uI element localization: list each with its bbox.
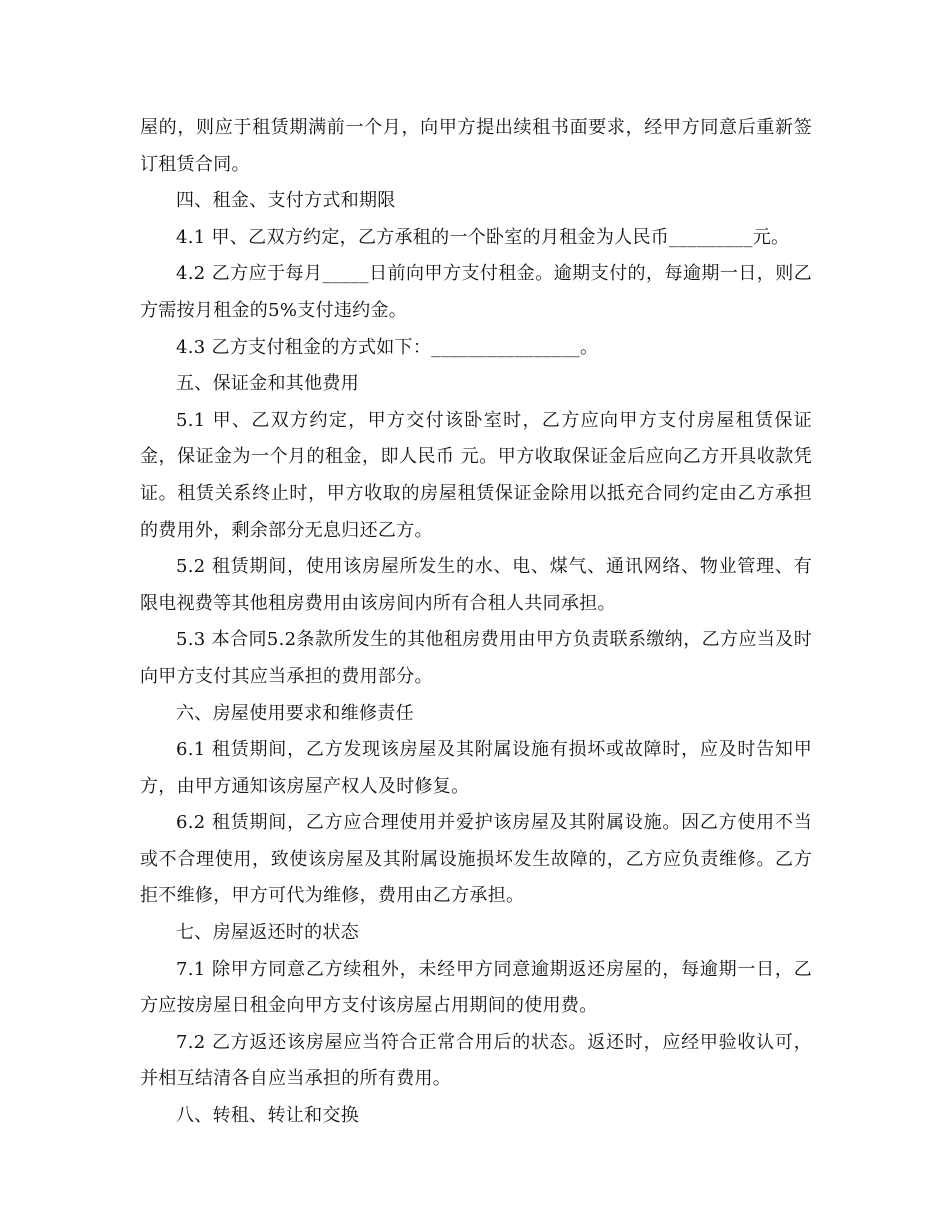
section-heading-6: 六、房屋使用要求和维修责任 xyxy=(176,702,414,724)
clause-5-2: 5.2 租赁期间，使用该房屋所发生的水、电、煤气、通讯网络、物业管理、有限电视费等其他租房费用由该房间内所有合租人共同承担。 xyxy=(140,556,812,614)
paragraph-renewal: 屋的，则应于租赁期满前一个月，向甲方提出续租书面要求，经甲方同意后重新签订租赁合同。 xyxy=(140,117,812,175)
clause-6-2: 6.2 租赁期间，乙方应合理使用并爱护该房屋及其附属设施。因乙方使用不当或不合理使用，致使该房屋及其附属设施损坏发生故障的，乙方应负责维修。乙方拒不维修，甲方可代为维修，费用由乙方承担。 xyxy=(140,812,812,907)
section-heading-7: 七、房屋返还时的状态 xyxy=(176,922,359,944)
clause-5-3: 5.3 本合同5.2条款所发生的其他租房费用由甲方负责联系缴纳，乙方应当及时向甲方支付其应当承担的费用部分。 xyxy=(140,629,812,687)
section-heading-8: 八、转租、转让和交换 xyxy=(176,1105,359,1127)
section-heading-4: 四、租金、支付方式和期限 xyxy=(176,190,396,212)
document-body xyxy=(140,110,812,1135)
clause-5-1: 5.1 甲、乙双方约定，甲方交付该卧室时，乙方应向甲方支付房屋租赁保证金，保证金为一个月的租金，即人民币 元。甲方收取保证金后应向乙方开具收款凭证。租赁关系终止时，甲方收取的房屋租赁保证金除用以抵充合同约定由乙方承担的费用外，剩余部分无息归还乙方。 xyxy=(140,409,812,541)
section-heading-5: 五、保证金和其他费用 xyxy=(176,373,359,395)
clause-4-3: 4.3 乙方支付租金的方式如下：________________。 xyxy=(176,336,599,358)
clause-6-1: 6.1 租赁期间，乙方发现该房屋及其附属设施有损坏或故障时，应及时告知甲方，由甲方通知该房屋产权人及时修复。 xyxy=(140,739,812,797)
clause-4-1: 4.1 甲、乙双方约定，乙方承租的一个卧室的月租金为人民币_________元。 xyxy=(176,226,790,248)
clause-4-2: 4.2 乙方应于每月_____日前向甲方支付租金。逾期支付的，每逾期一日，则乙方需按月租金的5%支付违约金。 xyxy=(140,263,812,321)
clause-7-2: 7.2 乙方返还该房屋应当符合正常合用后的状态。返还时，应经甲验收认可，并相互结清各自应当承担的所有费用。 xyxy=(140,1031,812,1090)
clause-7-1: 7.1 除甲方同意乙方续租外，未经甲方同意逾期返还房屋的，每逾期一日，乙方应按房屋日租金向甲方支付该房屋占用期间的使用费。 xyxy=(140,958,812,1017)
